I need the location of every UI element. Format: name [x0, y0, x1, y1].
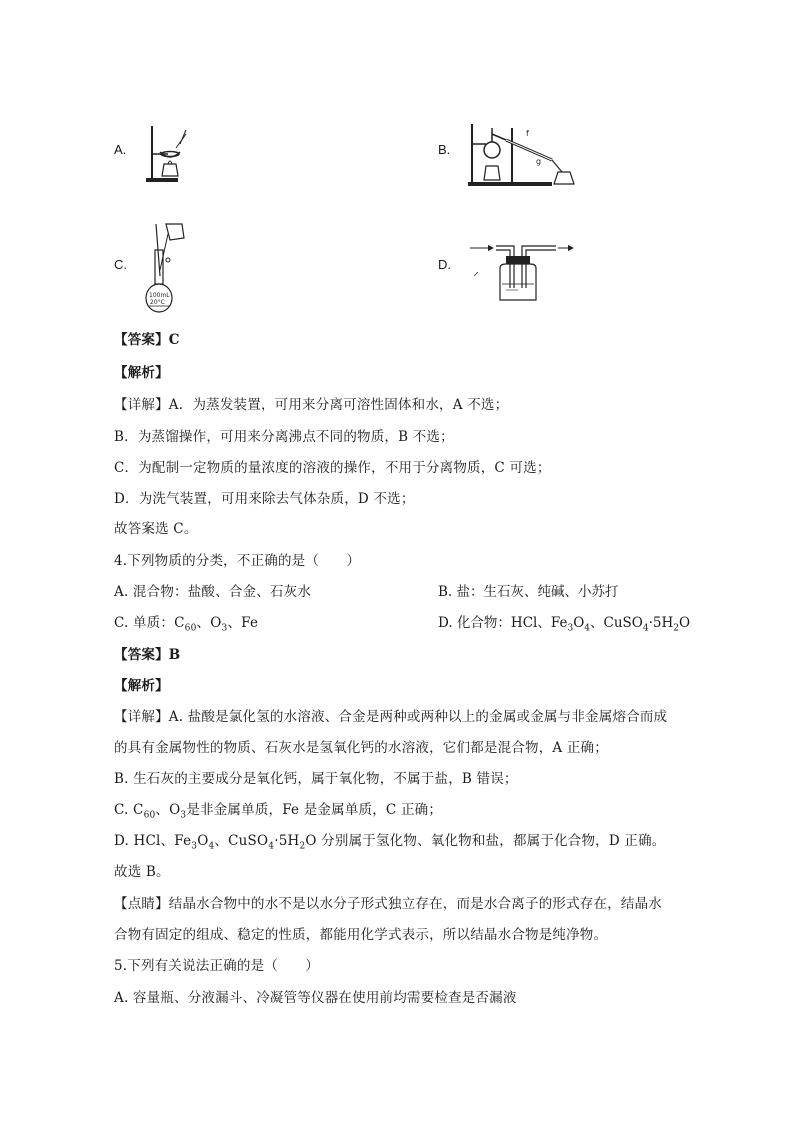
q4-note-line2: 合物有固定的组成、稳定的性质，都能用化学式表示，所以结晶水合物是纯净物。 — [114, 927, 608, 943]
q3-answer: 【答案】C — [114, 332, 180, 348]
q4-option-a: A. 混合物：盐酸、合金、石灰水 — [114, 584, 312, 600]
q4-answer: 【答案】B — [114, 647, 181, 663]
q3-detail-a: 【详解】A．为蒸发装置，可用来分离可溶性固体和水，A 不选； — [114, 397, 509, 413]
option-c-label: C. — [114, 257, 127, 272]
condenser-mark-f: f — [526, 129, 529, 138]
q4-option-c: C. 单质：$C_{60}$、$O_3$、Fe — [114, 615, 259, 634]
q4-detail-a-line1: 【详解】A. 盐酸是氯化氢的水溶液、合金是两种或两种以上的金属或金属与非金属熔合而成 — [114, 709, 668, 725]
q3-detail-c: C．为配制一定物质的量浓度的溶液的操作，不用于分离物质，C 可选； — [114, 460, 551, 476]
q4-note-line1: 【点睛】结晶水合物中的水不是以水分子形式独立存在，而是水合离子的形式存在，结晶水 — [114, 896, 662, 912]
option-a-label: A. — [114, 142, 127, 157]
q4-detail-b: B. 生石灰的主要成分是氧化钙，属于氧化物，不属于盐，B 错误； — [114, 771, 518, 787]
q4-detail-d: D. HCl、$Fe_3O_4$、$CuSO_4\cdot 5H_2O$ 分别属于氢化物、氧化物和盐，都属于化合物，D 正确。 — [114, 833, 666, 852]
distillation-apparatus-icon — [466, 120, 578, 188]
q3-detail-d: D．为洗气装置，可用来除去气体杂质，D 不选； — [114, 491, 415, 507]
flask-volume-mark: 100mL — [149, 292, 170, 299]
q5-stem: 5.下列有关说法正确的是（ ） — [114, 958, 320, 974]
q3-analysis-heading: 【解析】 — [114, 365, 169, 381]
q4-stem: 4.下列物质的分类，不正确的是（ ） — [114, 553, 361, 569]
option-b-label: B. — [438, 142, 451, 157]
gas-washing-bottle-icon — [466, 240, 576, 304]
q5-option-a: A. 容量瓶、分液漏斗、冷凝管等仪器在使用前均需要检查是否漏液 — [114, 990, 517, 1006]
volumetric-flask-transfer-icon — [138, 220, 188, 316]
q4-detail-a-line2: 的具有金属物性的物质、石灰水是氢氧化钙的水溶液，它们都是混合物，A 正确； — [114, 740, 608, 756]
q4-conclusion: 故选 B。 — [114, 864, 170, 880]
q4-option-d: D. 化合物：HCl、$Fe_3O_4$、$CuSO_4\cdot 5H_2O$ — [438, 615, 691, 634]
condenser-mark-g: g — [536, 157, 542, 166]
q4-analysis-heading: 【解析】 — [114, 678, 169, 694]
q4-detail-c: C. $C_{60}$、$O_3$是非金属单质，Fe 是金属单质，C 正确； — [114, 802, 443, 821]
option-d-label: D. — [438, 257, 451, 272]
q3-detail-b: B．为蒸馏操作，可用来分离沸点不同的物质，B 不选； — [114, 429, 454, 445]
q3-conclusion: 故答案选 C。 — [114, 521, 198, 537]
q4-option-b: B. 盐：生石灰、纯碱、小苏打 — [438, 584, 619, 600]
flask-temperature-mark: 20°C — [150, 299, 165, 306]
evaporation-apparatus-icon — [142, 122, 202, 184]
